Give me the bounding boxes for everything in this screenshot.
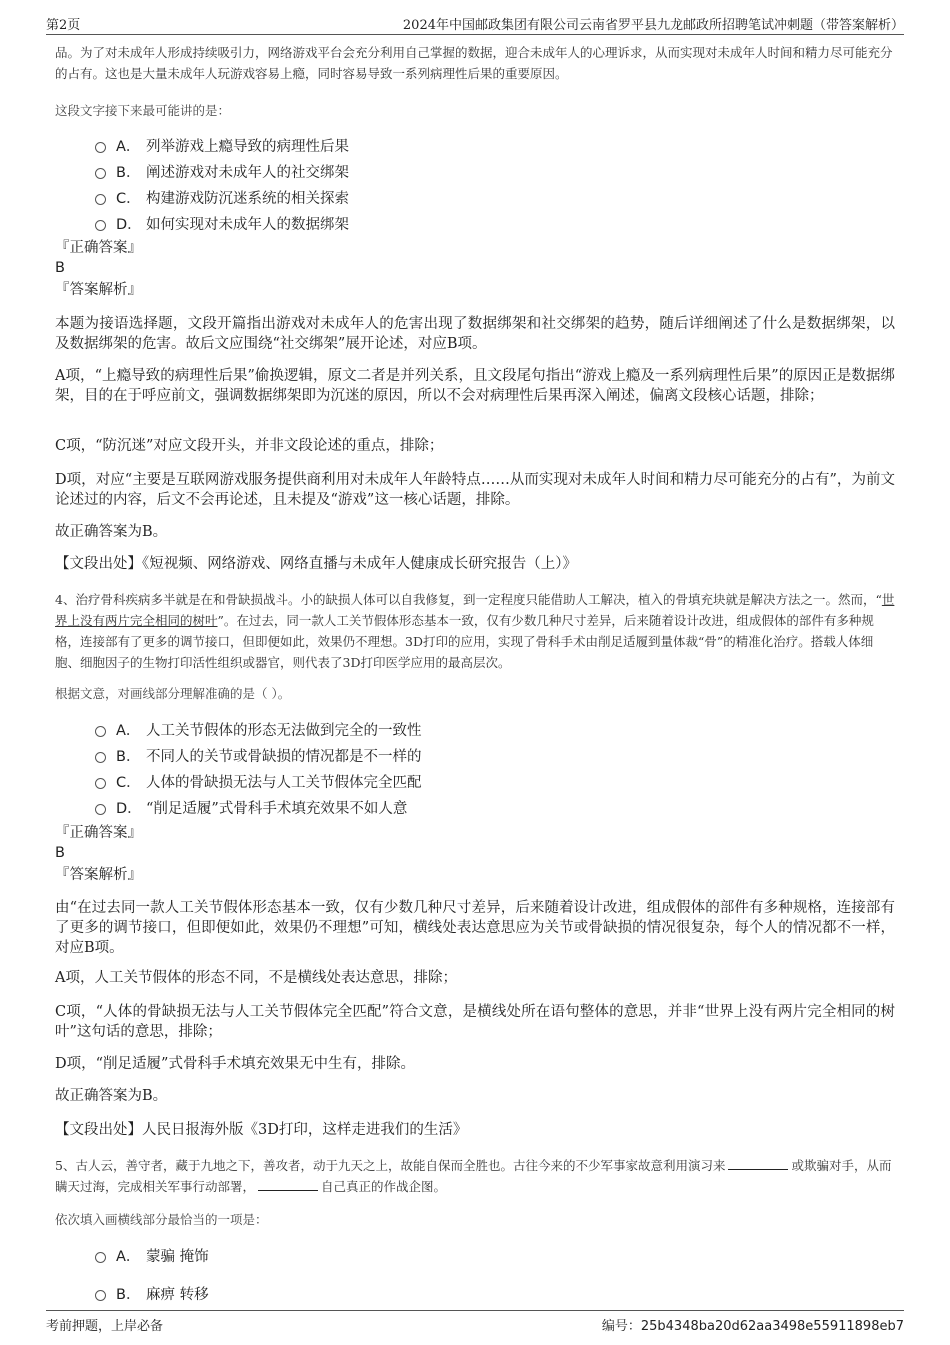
q4-answer: B bbox=[55, 845, 65, 861]
page-number: 第2页 bbox=[46, 18, 81, 33]
q3-answer: B bbox=[55, 260, 65, 276]
fill-blank[interactable] bbox=[258, 1178, 318, 1191]
q4-analysis-para: 故正确答案为B。 bbox=[55, 1088, 168, 1104]
q5-option-a[interactable]: A． 蒙骗 掩饰 bbox=[55, 1242, 895, 1268]
radio-icon[interactable] bbox=[95, 1290, 106, 1301]
q3-answer-label: 『正确答案』 bbox=[55, 240, 142, 256]
radio-icon[interactable] bbox=[95, 194, 106, 205]
q3-analysis-para: 故正确答案为B。 bbox=[55, 524, 168, 540]
footer-slogan: 考前押题，上岸必备 bbox=[46, 1319, 164, 1334]
radio-icon[interactable] bbox=[95, 142, 106, 153]
q4-prompt: 根据文意，对画线部分理解准确的是（ ）。 bbox=[55, 686, 291, 701]
q4-source: 【文段出处】人民日报海外版《3D打印，这样走进我们的生活》 bbox=[55, 1122, 468, 1138]
q5-options bbox=[55, 1242, 895, 1306]
radio-icon[interactable] bbox=[95, 752, 106, 763]
q5-prompt: 依次填入画横线部分最恰当的一项是： bbox=[55, 1212, 268, 1227]
q3-option-d[interactable]: D． 如何实现对未成年人的数据绑架 bbox=[55, 210, 895, 236]
q3-source: 【文段出处】《短视频、网络游戏、网络直播与未成年人健康成长研究报告（上）》 bbox=[55, 556, 577, 572]
q3-option-a[interactable]: A． 列举游戏上瘾导致的病理性后果 bbox=[55, 132, 895, 158]
q4-options bbox=[55, 716, 895, 820]
fill-blank[interactable] bbox=[728, 1157, 788, 1170]
q3-analysis-para: C项，“防沉迷”对应文段开头，并非文段论述的重点，排除； bbox=[55, 438, 444, 454]
q5-option-b[interactable]: B． 麻痹 转移 bbox=[55, 1280, 895, 1306]
radio-icon[interactable] bbox=[95, 1252, 106, 1263]
q3-analysis-para: A项，“上瘾导致的病理性后果”偷换逻辑，原文二者是并列关系，且文段尾句指出“游戏上瘾及一系列病理性后果”的原因正是数据绑架，目的在于呼应前文，强调数据绑架即为沉迷的原因，所以不会对病理性后果再深入阐述，偏离文段核心话题，排除； bbox=[55, 368, 895, 404]
q3-options bbox=[55, 132, 895, 236]
radio-icon[interactable] bbox=[95, 778, 106, 789]
q4-option-d[interactable]: D． “削足适履”式骨科手术填充效果不如人意 bbox=[55, 794, 895, 820]
q4-passage: 4、治疗骨科疾病多半就是在和骨缺损战斗。小的缺损人体可以自我修复，到一定程度只能借助人工解决，植入的骨填充块就是解决方法之一。然而，“世界上没有两片完全相同的树叶”。在过去，同一款人工关节假体形态基本一致，仅有少数几种尺寸差异，后来随着设计改进，组成假体的部件有多种规格，连接部有了更多的调节接口，但即便如此，效果仍不理想。3D打印的应用，实现了骨科手术由削足适履到量体裁“骨”的精准化治疗。搭载人体细胞、细胞因子的生物打印活性组织或器官，则代表了3D打印医学应用的最高层次。 bbox=[55, 592, 895, 670]
q3-analysis-para: 本题为接语选择题，文段开篇指出游戏对未成年人的危害出现了数据绑架和社交绑架的趋势，随后详细阐述了什么是数据绑架，以及数据绑架的危害。故后文应围绕“社交绑架”展开论述，对应B项。 bbox=[55, 316, 895, 352]
radio-icon[interactable] bbox=[95, 804, 106, 815]
q4-option-a[interactable]: A． 人工关节假体的形态无法做到完全的一致性 bbox=[55, 716, 895, 742]
q3-analysis-label: 『答案解析』 bbox=[55, 282, 142, 298]
radio-icon[interactable] bbox=[95, 168, 106, 179]
radio-icon[interactable] bbox=[95, 726, 106, 737]
q4-option-c[interactable]: C． 人体的骨缺损无法与人工关节假体完全匹配 bbox=[55, 768, 895, 794]
q3-analysis-para: D项，对应“主要是互联网游戏服务提供商利用对未成年人年龄特点……从而实现对未成年人时间和精力尽可能充分的占有”，为前文论述过的内容，后文不会再论述，且未提及“游戏”这一核心话题，排除。 bbox=[55, 472, 895, 508]
q4-answer-label: 『正确答案』 bbox=[55, 825, 142, 841]
q5-passage: 5、古人云，善守者，藏于九地之下，善攻者，动于九天之上，故能自保而全胜也。古往今来的不少军事家故意利用演习来 或欺骗对手，从而瞒天过海，完成相关军事行动部署， 自己真正的作战企图。 bbox=[55, 1158, 892, 1194]
radio-icon[interactable] bbox=[95, 220, 106, 231]
q4-analysis-para: 由“在过去同一款人工关节假体形态基本一致，仅有少数几种尺寸差异，后来随着设计改进，组成假体的部件有多种规格，连接部有了更多的调节接口，但即便如此，效果仍不理想”可知，横线处表达意思应为关节或骨缺损的情况很复杂，每个人的情况都不一样，对应B项。 bbox=[55, 900, 895, 956]
page-footer bbox=[46, 1310, 904, 1337]
q4-analysis-para: D项，“削足适履”式骨科手术填充效果无中生有，排除。 bbox=[55, 1056, 415, 1072]
document-title: 2024年中国邮政集团有限公司云南省罗平县九龙邮政所招聘笔试冲刺题（带答案解析） bbox=[402, 18, 904, 33]
footer-code: 编号：25b4348ba20d62aa3498e55911898eb7 bbox=[601, 1319, 904, 1334]
q4-option-b[interactable]: B． 不同人的关节或骨缺损的情况都是不一样的 bbox=[55, 742, 895, 768]
q4-analysis-para: C项，“人体的骨缺损无法与人工关节假体完全匹配”符合文意，是横线处所在语句整体的意思，并非“世界上没有两片完全相同的树叶”这句话的意思，排除； bbox=[55, 1004, 895, 1040]
q3-option-b[interactable]: B． 阐述游戏对未成年人的社交绑架 bbox=[55, 158, 895, 184]
q3-option-c[interactable]: C． 构建游戏防沉迷系统的相关探索 bbox=[55, 184, 895, 210]
q3-passage: 品。为了对未成年人形成持续吸引力，网络游戏平台会充分利用自己掌握的数据，迎合未成年人的心理诉求，从而实现对未成年人时间和精力尽可能充分的占有。这也是大量未成年人玩游戏容易上瘾，同时容易导致一系列病理性后果的重要原因。 bbox=[55, 45, 893, 81]
page-header bbox=[46, 12, 904, 35]
q4-analysis-label: 『答案解析』 bbox=[55, 867, 142, 883]
q3-prompt: 这段文字接下来最可能讲的是： bbox=[55, 103, 231, 118]
q4-analysis-para: A项，人工关节假体的形态不同，不是横线处表达意思，排除； bbox=[55, 970, 457, 986]
q4-underlined-phrase: 世界上没有两片完全相同的树叶 bbox=[55, 592, 895, 628]
